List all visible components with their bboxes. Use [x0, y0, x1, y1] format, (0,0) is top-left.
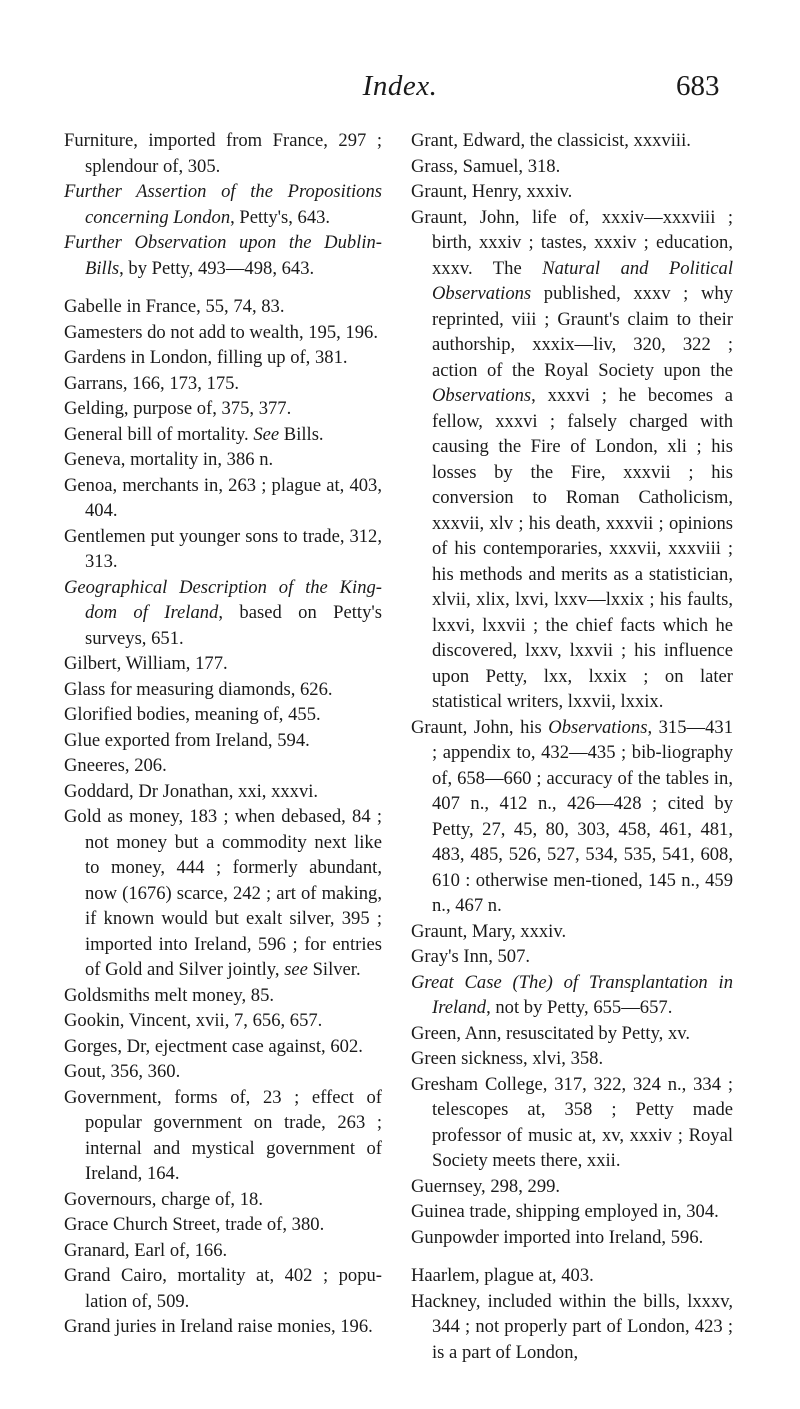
index-entry-text: Green sickness, xlvi, 358. [411, 1048, 604, 1069]
index-entry-text: Gneeres, 206. [64, 755, 167, 776]
index-entry [64, 396, 382, 422]
index-entry-title-text: Great Case (The) of Transplantation in Ireland [411, 971, 733, 1018]
index-entry [64, 1187, 382, 1213]
index-entry [411, 1174, 733, 1200]
index-entry-text: Geneva, mortality in, 386 n. [64, 449, 274, 470]
index-entry-text: Gorges, Dr, ejectment case against, 602. [64, 1035, 363, 1057]
index-entry [64, 1263, 382, 1314]
index-entry-text: Grace Church Street, trade of, 380. [64, 1214, 325, 1235]
index-entry-text: Gelding, purpose of, 375, 377. [64, 398, 292, 419]
index-entry-text: Grand Cairo, mortality at, 402 ; popu-lation of, 509. [64, 1265, 382, 1312]
index-entry [411, 205, 733, 715]
index-entry [64, 804, 382, 983]
index-entry-text: Goddard, Dr Jonathan, xxi, xxxvi. [64, 780, 319, 802]
index-entry-text: Glass for measuring diamonds, 626. [64, 678, 333, 700]
index-entry [64, 473, 382, 524]
index-entry-text: Gresham College, 317, 322, 324 n., 334 ; telescopes at, 358 ; Petty made professor of music at, xv, xxxiv ; Royal Society meets there, xxii. [411, 1073, 733, 1171]
index-entry [411, 1046, 733, 1072]
index-entry [64, 779, 382, 805]
index-entry [64, 728, 382, 754]
index-entry-text: Bills. [279, 423, 324, 445]
index-entry-title-text: Natural and Political Observations [432, 257, 733, 304]
index-entry [64, 1314, 382, 1340]
index-entry-text: Graunt, Mary, xxxiv. [411, 920, 567, 942]
index-entry-text: Gray's Inn, 507. [411, 946, 531, 967]
index-entry [411, 179, 733, 205]
index-entry [411, 970, 733, 1021]
index-entry-text: Gilbert, William, 177. [64, 653, 228, 674]
index-entry-text: Goldsmiths melt money, 85. [64, 984, 275, 1006]
index-entry [64, 524, 382, 575]
index-entry [64, 702, 382, 728]
index-entry-text: General bill of mortality. [64, 423, 254, 445]
index-entry [411, 1289, 733, 1366]
index-entry-text: Furniture, imported from France, 297 ; splendour of, 305. [64, 130, 382, 177]
index-entry [64, 753, 382, 779]
index-entry-title-text: Further Assertion of the Propositions concerning London [64, 181, 382, 228]
index-entry-text: Grand juries in Ireland raise monies, 196. [64, 1316, 373, 1337]
index-entry-text: Grant, Edward, the classicist, xxxviii. [411, 130, 691, 151]
index-entry [64, 1212, 382, 1238]
index-entry-text: , by Petty, 493—498, 643. [119, 257, 315, 279]
index-entry [411, 154, 733, 180]
index-entry-text: published, xxxv ; why reprinted, viii ; Graunt's claim to their authorship, xxxix—liv, 320, 322 ; action of the Royal Society upon the [432, 283, 733, 381]
index-entry-title-text: see [284, 959, 308, 980]
index-entry-text: Gold as money, 183 ; when debased, 84 ; not money but a commodity next like to money, 444 ; formerly abundant, now (1676) scarce, 242 ; art of making, if known would but exalt silver, 395 ; imported into Ireland, 596 ; for entries of Gold and Silver jointly, [64, 806, 382, 980]
index-entry-text: Hackney, included within the bills, lxxxv, 344 ; not properly part of London, 423 ; is a part of London, [411, 1290, 733, 1363]
index-entry [64, 575, 382, 652]
index-entry-text: Graunt, John, his [411, 716, 549, 738]
index-entry [64, 230, 382, 281]
index-entry [411, 1072, 733, 1174]
index-entry [64, 1085, 382, 1187]
index-entry-text: Graunt, John, life of, xxxiv—xxxviii ; birth, xxxiv ; tastes, xxxiv ; education, xxxv. The [411, 206, 733, 279]
index-entry [64, 1238, 382, 1264]
index-entry-title-text: Observations [548, 716, 648, 738]
index-entry-title-text: See [253, 423, 280, 445]
index-entry [64, 294, 382, 320]
index-entry-title-text: Observations [432, 385, 532, 406]
index-entry-text: Gunpowder imported into Ireland, 596. [411, 1226, 704, 1248]
index-column-left [64, 128, 382, 1340]
index-entry [64, 447, 382, 473]
index-entry [411, 919, 733, 945]
index-entry-text: Gamesters do not add to wealth, 195, 196. [64, 321, 378, 343]
index-entry [64, 345, 382, 371]
index-column-right [411, 128, 733, 1365]
index-entry-text: Haarlem, plague at, 403. [411, 1265, 594, 1286]
index-entry [64, 1059, 382, 1085]
index-entry-text: , not by Petty, 655—657. [486, 997, 673, 1018]
index-entry-text: Gardens in London, filling up of, 381. [64, 347, 348, 368]
index-entry [411, 1225, 733, 1251]
index-entry-text: , xxxvi ; he becomes a fellow, xxxvi ; falsely charged with causing the Fire of London, xli ; his losses by the Fire, xxxvii ; his conversion to Roman Catholicism, xxxvii, xlv ; his death, xxxvii ; opinions of his contemporaries, xxxvii, xxxviii ; his methods and merits as a statistician, xlvii, xlix, lxvi, lxxv—lxxix ; his faults, lxxvi, lxxvii ; the chief facts which he discovered, lxxv, lxxvii ; his influence upon Petty, lxx, lxxix ; on later statistical writers, lxxvii, lxxix. [432, 385, 733, 712]
index-entry-text: Gout, 356, 360. [64, 1061, 181, 1082]
page-number: 683 [676, 70, 720, 102]
index-entry-text: , 315—431 ; appendix to, 432—435 ; bib-liography of, 658—660 ; accuracy of the tables in, 407 n., 412 n., 426—428 ; cited by Petty, 27, 45, 80, 303, 458, 461, 481, 483, 485, 526, 527, 534, 535, 541, 608, 610 : otherwise men-tioned, 145 n., 459 n., 467 n. [432, 716, 734, 916]
index-entry-title-text: Geographical Description of the King-dom of Ireland [64, 576, 382, 623]
index-entry-text: Government, forms of, 23 ; effect of popular government on trade, 263 ; internal and mystical government of Ireland, 164. [64, 1086, 382, 1184]
index-entry-text: Grass, Samuel, 318. [411, 155, 561, 177]
index-entry-text: Gookin, Vincent, xvii, 7, 656, 657. [64, 1010, 323, 1031]
index-entry [411, 715, 733, 919]
index-entry-text: , based on Petty's surveys, 651. [85, 602, 382, 649]
index-entry-text: , Petty's, 643. [230, 206, 331, 228]
index-entry-text: Genoa, merchants in, 263 ; plague at, 403, 404. [64, 474, 382, 521]
index-entry-text: Guinea trade, shipping employed in, 304. [411, 1201, 719, 1222]
index-entry-text: Glorified bodies, meaning of, 455. [64, 704, 321, 725]
index-entry [64, 371, 382, 397]
index-entry-text: Granard, Earl of, 166. [64, 1239, 228, 1261]
index-entry [64, 422, 382, 448]
index-entry [411, 1199, 733, 1225]
index-entry-text: Green, Ann, resuscitated by Petty, xv. [411, 1022, 691, 1044]
index-entry-text: Governours, charge of, 18. [64, 1188, 263, 1210]
index-entry [64, 128, 382, 179]
index-entry-text: Gentlemen put younger sons to trade, 312, 313. [64, 525, 382, 572]
index-entry [64, 983, 382, 1009]
index-entry-text: Guernsey, 298, 299. [411, 1175, 561, 1197]
index-entry [64, 179, 382, 230]
index-entry [411, 1263, 733, 1289]
index-entry-text: Garrans, 166, 173, 175. [64, 372, 240, 394]
index-entry [64, 677, 382, 703]
index-entry-text: Graunt, Henry, xxxiv. [411, 181, 573, 202]
index-entry-title-text: Further Observation upon the Dublin-Bills [64, 232, 382, 279]
index-entry [64, 1034, 382, 1060]
running-head-title: Index. [362, 70, 438, 102]
index-entry-text: Gabelle in France, 55, 74, 83. [64, 296, 285, 317]
index-entry [64, 1008, 382, 1034]
index-entry [64, 320, 382, 346]
index-entry [64, 651, 382, 677]
index-entry [411, 1021, 733, 1047]
index-entry [411, 128, 733, 154]
index-entry-text: Silver. [307, 959, 361, 980]
index-entry-text: Glue exported from Ireland, 594. [64, 729, 310, 751]
index-entry [411, 944, 733, 970]
